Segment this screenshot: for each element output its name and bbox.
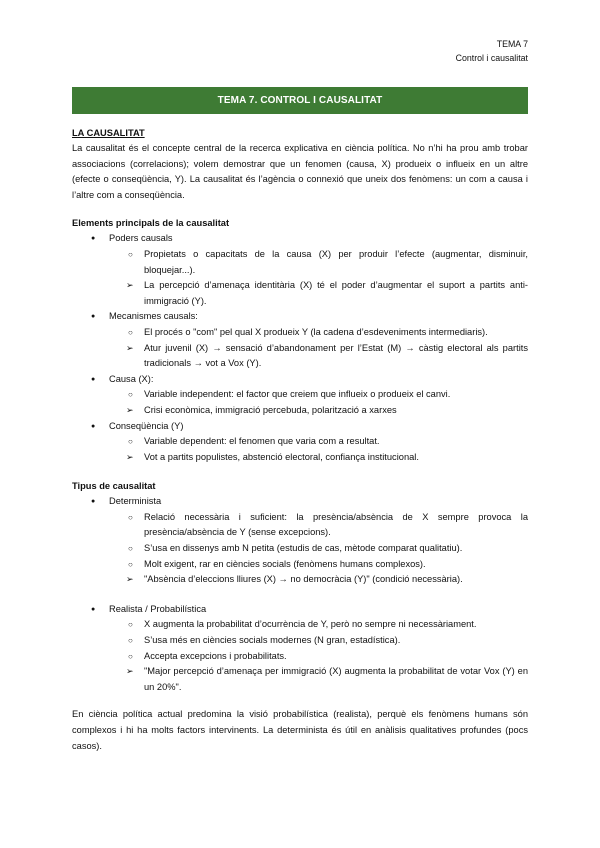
circle-bullet-icon: ○	[128, 651, 133, 661]
sub-item-text: Atur juvenil (X) → sensació d’abandonament per l’Estat (M) → càstig electoral als partits tradicionals → vot a Vox (Y).	[144, 342, 528, 369]
sub-list-item	[72, 341, 528, 372]
sub-list-item	[72, 664, 528, 695]
circle-bullet-icon: ○	[128, 636, 133, 646]
elements-list	[72, 231, 528, 465]
sub-item-text: Variable dependent: el fenomen que varia com a resultat.	[144, 436, 380, 447]
sub-list-item	[72, 325, 528, 341]
bullet-icon: ●	[91, 375, 96, 383]
intro-paragraph: La causalitat és el concepte central de la recerca explicativa en ciència política. No n’hi ha prou amb trobar associacions (correlacions); volem demostrar que un fenomen (causa, X) produeix o influeix en un altre (efecte o conseqüència, Y). La causalitat és l’agència o connexió que uneix dos fenòmens: un com a causa i l’altre com a conseqüència.	[72, 143, 528, 200]
list-item	[72, 372, 528, 419]
list-item	[72, 494, 528, 588]
sub-item-text: Crisi econòmica, immigració percebuda, polarització a xarxes	[144, 404, 397, 415]
sub-list-item	[72, 633, 528, 649]
header-topic-number: TEMA 7	[496, 39, 528, 49]
list-item	[72, 602, 528, 696]
sub-item-text: Relació necessària i suficient: la presència/absència de X sempre provoca la presència/absència de Y (sense excepcions).	[144, 511, 528, 538]
sub-item-text: Variable independent: el factor que creiem que influeix o produeix el canvi.	[144, 389, 451, 400]
sub-list-item	[72, 387, 528, 403]
chapter-title-banner	[72, 87, 528, 114]
circle-bullet-icon: ○	[128, 437, 133, 447]
list-item-label: Realista / Probabilística	[109, 603, 207, 614]
types-list	[72, 494, 528, 695]
arrow-bullet-icon: ➢	[126, 342, 134, 353]
sub-item-text: S’usa més en ciències socials modernes (N gran, estadística).	[144, 635, 401, 646]
list-item-label: Causa (X):	[109, 373, 154, 384]
sub-item-text: El procés o "com" pel qual X produeix Y (la cadena d’esdeveniments intermediaris).	[144, 326, 488, 337]
sub-list-item	[72, 541, 528, 557]
sub-list-item	[72, 617, 528, 633]
sub-item-text: Accepta excepcions i probabilitats.	[144, 650, 287, 661]
bullet-icon: ●	[91, 235, 96, 243]
list-item-label: Determinista	[109, 496, 162, 507]
sub-list-item	[72, 450, 528, 466]
sub-item-text: "Absència d’eleccions lliures (X) → no democràcia (Y)" (condició necessària).	[144, 574, 463, 585]
sub-item-text: Vot a partits populistes, abstenció electoral, confiança institucional.	[144, 451, 419, 462]
circle-bullet-icon: ○	[128, 620, 133, 630]
sub-list-item	[72, 557, 528, 573]
list-item	[72, 309, 528, 371]
bullet-icon: ●	[91, 605, 96, 613]
bullet-icon: ●	[91, 498, 96, 506]
sub-list-item	[72, 403, 528, 419]
conclusion-paragraph: En ciència política actual predomina la visió probabilística (realista), perquè els fenòmens humans són complexos i hi ha molts factors intervinents. La determinista és útil en anàlisis qualitatives profundes (pocs casos).	[72, 709, 528, 751]
sub-list-item	[72, 572, 528, 588]
list-item	[72, 231, 528, 309]
list-item	[72, 419, 528, 466]
bullet-icon: ●	[91, 313, 96, 321]
arrow-bullet-icon: ➢	[126, 404, 134, 415]
sub-item-text: La percepció d’amenaça identitària (X) té el poder d’augmentar el suport a partits anti-immigració (Y).	[144, 280, 528, 306]
sub-list-item	[72, 247, 528, 278]
sub-item-text: X augmenta la probabilitat d’ocurrència de Y, però no sempre ni necessàriament.	[144, 619, 477, 630]
list-item-label: Mecanismes causals:	[109, 311, 198, 322]
arrow-bullet-icon: ➢	[126, 574, 134, 585]
circle-bullet-icon: ○	[128, 559, 133, 569]
list-item-label: Conseqüència (Y)	[109, 420, 184, 431]
document-body	[72, 126, 528, 754]
section-heading-elements: Elements principals de la causalitat	[72, 218, 230, 229]
sub-item-text: S’usa en dissenys amb N petita (estudis de cas, mètode comparat qualitatiu).	[144, 543, 463, 554]
circle-bullet-icon: ○	[128, 327, 133, 337]
circle-bullet-icon: ○	[128, 390, 133, 400]
section-heading-causalitat: LA CAUSALITAT	[72, 128, 145, 138]
list-item-label: Poders causals	[109, 233, 173, 244]
sub-item-text: Molt exigent, rar en ciències socials (fenòmens humans complexos).	[144, 558, 426, 569]
sub-list-item	[72, 278, 528, 309]
circle-bullet-icon: ○	[128, 512, 133, 522]
sub-list-item	[72, 649, 528, 665]
sub-list-item	[72, 510, 528, 541]
sub-item-text: "Major percepció d’amenaça per immigració (X) augmenta la probabilitat de votar Vox (Y) en un 20%".	[144, 666, 528, 692]
running-header	[456, 37, 528, 65]
chapter-title: TEMA 7. CONTROL I CAUSALITAT	[217, 95, 383, 106]
arrow-bullet-icon: ➢	[126, 666, 134, 677]
header-topic-title: Control i causalitat	[455, 53, 528, 63]
sub-list-item	[72, 434, 528, 450]
section-heading-types: Tipus de causalitat	[72, 481, 156, 492]
arrow-bullet-icon: ➢	[126, 451, 134, 462]
circle-bullet-icon: ○	[128, 249, 133, 259]
circle-bullet-icon: ○	[128, 544, 133, 554]
bullet-icon: ●	[91, 422, 96, 430]
arrow-bullet-icon: ➢	[126, 280, 134, 291]
sub-item-text: Propietats o capacitats de la causa (X) per produir l’efecte (augmentar, disminuir, bloquejar...).	[144, 248, 528, 275]
